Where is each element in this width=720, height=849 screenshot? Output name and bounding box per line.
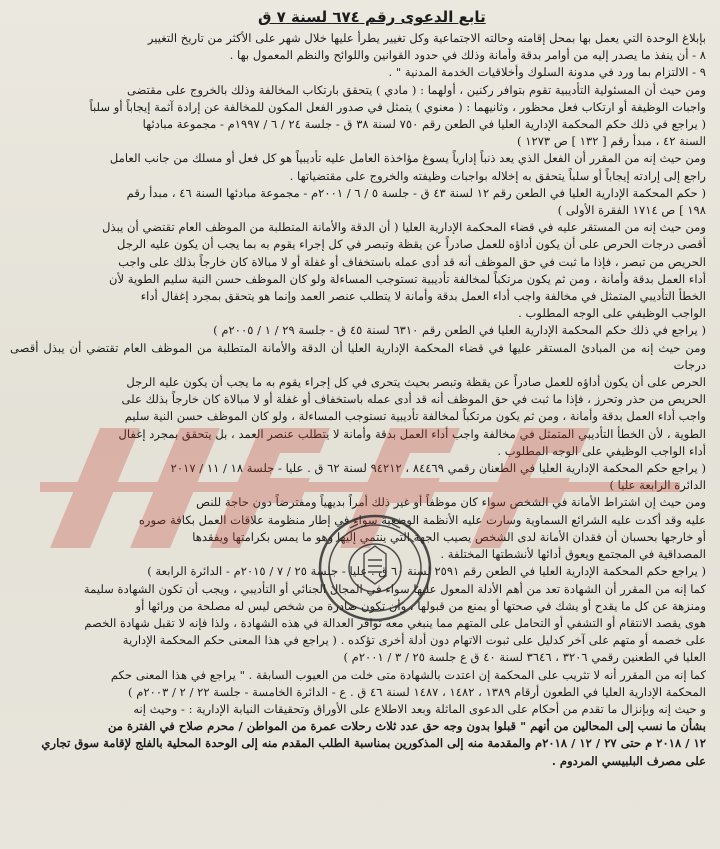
- text-line: ٨ - أن ينفذ ما يصدر إليه من أوامر بدقة وأمانة وذلك في حدود القوانين واللوائح والنظم المعمول بها .: [229, 48, 706, 63]
- text-line: هوى يقصد الانتقام أو التشفي أو التحامل على المتهم مما ينبغي معه توافر العدالة في هذه الشهادة ، ولذا فإنه لا تقبل شهادة الخصم: [84, 615, 706, 630]
- text-line: المصداقية في المجتمع ويعوق أدائها لأنشطتها المختلفة .: [440, 547, 706, 562]
- text-line: كما إنه من المقرر أن الشهادة تعد من أهم الأدلة المعول عليها سواء في المجال الجنائي أو التأديبي ، ويجب أن تكون الشهادة سليمة: [83, 581, 706, 596]
- text-line: المحكمة الإدارية العليا في الطعون أرقام ١٣٨٩ ، ١٤٨٢ ، ١٤٨٧ لسنة ٤٦ ق . ع - الدائرة الخامسة - جلسة ٢٢ / ٢ / ٢٠٠٣م ): [128, 684, 706, 699]
- text-line: بشأن ما نسب إلى المحالين من أنهم " قبلوا بدون وجه حق عدد ثلاث رحلات عمرة من المواطن / محرم صلاح في الفترة من: [107, 719, 706, 734]
- text-line: الحريص من حذر وتحرز ، فإذا ما ثبت في حق الموظف أنه قد أدى عمله باستخفاف أو غفلة أو لا مبالاة كان خارجاً بذلك على: [121, 392, 706, 407]
- text-line: ومن حيث إنه من المستقر عليه في قضاء المحكمة الإدارية العليا ( أن الدقة والأمانة المتطلبة من الموظف العام تقتضي أن يبذل: [102, 220, 706, 235]
- judgment-body: [10, 30, 706, 770]
- text-line: الحريص من تبصر ، فإذا ما ثبت في حق الموظف أنه قد أدى عمله باستخفاف أو غفلة أو لا مبالاة كان خارجاً بذلك على واجب: [118, 254, 706, 269]
- text-line: أداء الواجب الوظيفي على الوجه المطلوب .: [497, 443, 706, 458]
- text-line: ( حكم المحكمة الإدارية العليا في الطعن رقم ١٢ لسنة ٤٣ ق - جلسة ٥ / ٦ / ٢٠٠١م - مجموعة مبادئها السنة ٤٦ ، مبدأ رقم: [126, 185, 706, 200]
- text-line: واجب أداء العمل بدقة وأمانة ، ومن ثم يكون مرتكباً لمخالفة تأديبية تستوجب المساءلة ، ولو كان الموظف حسن النية سليم: [124, 409, 706, 424]
- text-line: عليه وقد أكدت عليه الشرائع السماوية وسارت عليه الأنظمة الوضعية سواء في إطار منظومة علاقات العمل بكافة صوره: [138, 512, 706, 527]
- text-line: على مصرف البلبيسي المردوم .: [551, 753, 706, 768]
- text-line: الحرص على أن يكون أداؤه للعمل صادراً عن يقظة وتبصر بحيث يتحرى في كل إجراء يقوم به ما يجب أن يكون عليه الرجل: [126, 375, 706, 390]
- document-header: [10, 8, 706, 26]
- text-line: السنة ٤٢ ، مبدأ رقم [ ١٣٢ ] ص ١٢٧٣ ): [517, 134, 706, 149]
- text-line: ومن حيث إن اشتراط الأمانة في الشخص سواء كان موظفاً أو غير ذلك أمراً بديهياً ومفترضاً دون حاجة للنص: [196, 495, 706, 510]
- text-line: بإبلاغ الوحدة التي يعمل بها بمحل إقامته وحالته الاجتماعية وكل تغيير يطرأ عليها خلال شهر على الأكثر من تاريخ التغيير: [147, 31, 706, 45]
- text-line: أو خارجها بحسبان أن فقدان الأمانة لدى الشخص يصيب الجهة التي ينتمي إليها وهو ما يمس بكرامتها ويفقدها: [192, 529, 706, 544]
- text-line: الطوية ، لأن الخطأ التأديبي المتمثل في مخالفة واجب أداء العمل بدقة وأمانة لا يتطلب عنصر العمد ، بل يتحقق بمجرد إغفال: [118, 426, 706, 441]
- text-line: ( يراجع في ذلك حكم المحكمة الإدارية العليا في الطعن رقم ٧٥٠ لسنة ٣٨ ق - جلسة ٢٤ / ٦ / ١٩٩٧م - مجموعة مبادئها: [142, 117, 706, 132]
- text-line: ومن حيث أن المسئولية التأديبية تقوم بتوافر ركنين ، أولهما : ( مادي ) يتحقق بارتكاب المخالفة وذلك بالخروج على مقتضى: [126, 82, 706, 97]
- text-line: الدائرة الرابعة عليا ): [609, 478, 706, 493]
- text-line: ( يراجع في ذلك حكم المحكمة الإدارية العليا في الطعن رقم ٦٣١٠ لسنة ٤٥ ق - جلسة ٢٩ / ١ / ٢٠٠٥م ): [213, 323, 706, 338]
- text-line: على خصمه أو متهم على آخر كدليل على ثبوت الاتهام دون أدلة أخرى تؤكده . ( يراجع في هذا المعنى حكم المحكمة الإدارية: [122, 633, 706, 648]
- text-line: راجع إلى إرادته إيجاباً أو سلباً يتحقق به إخلاله بواجبات وظيفته والخروج على مقتضياتها .: [289, 168, 706, 183]
- text-line: ومن حيث إنه من المبادئ المستقر عليها في قضاء المحكمة الإدارية العليا أن الدقة والأمانة المتطلبة من الموظف العام تقتضي أن يبذل أقصى درجات: [10, 340, 706, 372]
- text-line: ومن حيث إنه من المقرر أن الفعل الذي يعد ذنباً إدارياً يسوغ مؤاخذة العامل عليه تأديبياً هو كل فعل أو مسلك من جانب العامل: [109, 151, 706, 166]
- text-line: أقصى درجات الحرص على أن يكون أداؤه للعمل صادراً عن يقظة وتبصر في كل إجراء يقوم به بما يجب أن يكون عليه الرجل: [117, 237, 706, 252]
- text-line: ( يراجع حكم المحكمة الإدارية العليا في الطعن رقم ٢٥٩١ لسنة ٦٠ ق . عليا - جلسة ٢٥ / ٧ / ٢٠١٥م - الدائرة الرابعة ): [147, 564, 706, 579]
- text-line: ٩ - الالتزام بما ورد في مدونة السلوك وأخلاقيات الخدمة المدنية " .: [388, 65, 706, 80]
- text-line: كما إنه من المقرر أنه لا تثريب على المحكمة إن اعتدت بالشهادة متى خلت من العيوب السابقة . " يراجع في هذا المعنى حكم: [110, 667, 706, 682]
- text-line: واجبات الوظيفة أو ارتكاب فعل محظور ، وثانيهما : ( معنوي ) يتمثل في صدور الفعل المكون للمخالفة عن إرادة آثمة إيجاباً أو سلباً: [89, 99, 706, 114]
- text-line: أداء العمل بدقة وأمانة ، ومن ثم يكون مرتكباً لمخالفة تأديبية تستوجب المساءلة ولو كان الموظف حسن النية سليم الطوية لأن: [108, 271, 706, 286]
- case-title: تابع الدعوى رقم ٦٧٤ لسنة ٧ ق: [258, 8, 486, 26]
- text-line: و حيث إنه وبإنزال ما تقدم من أحكام على الدعوى الماثلة وبعد الاطلاع على الأوراق وتحقيقات النيابة الإدارية : - وحيث إنه: [133, 701, 706, 716]
- text-line: الخطأ التأديبي المتمثل في مخالفة واجب أداء العمل بدقة وأمانة لا يتطلب عنصر العمد وإنما هو يتحقق بمجرد إغفال أداء: [140, 289, 706, 304]
- text-line: ( يراجع حكم المحكمة الإدارية العليا في الطعنان رقمي ٨٤٤٦٩ ، ٩٤٢١٢ لسنة ٦٢ ق . عليا - جلسة ١٨ / ١١ / ٢٠١٧: [170, 461, 706, 476]
- text-line: ١٢ / ٢٠١٨ م حتى ٢٧ / ١٢ / ٢٠١٨م والمقدمة منه إلى المذكورين بمناسبة الطلب المقدم منه إلى الوحدة المحلية بالفلج لإقامة سوق تجاري: [41, 736, 706, 751]
- text-line: الواجب الوظيفي على الوجه المطلوب .: [518, 306, 706, 321]
- text-line: ومنزهة عن كل ما يقدح أو يشك في صحتها أو يمنع من قبولها ، وأن تكون صادرة من شخص ليس له مصلحة من ورائها أو: [135, 598, 706, 613]
- text-line: العليا في الطعنين رقمي ٣٢٠٦ ، ٣٦٤٦ لسنة ٤٠ ق ع جلسة ٢٥ / ٣ / ٢٠٠١م ): [343, 650, 706, 665]
- text-line: ١٩٨ ] ص ١٧١٤ الفقرة الأولى ): [557, 203, 706, 218]
